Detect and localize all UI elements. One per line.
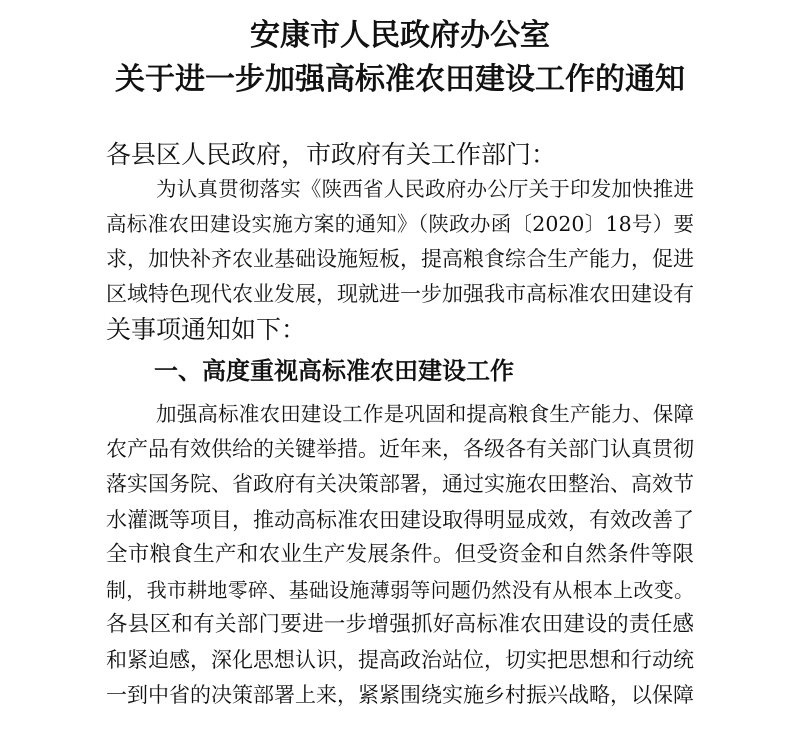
paragraph-2-line: 各县区和有关部门要进一步增强抓好高标准农田建设的责任感 (106, 612, 694, 637)
salutation: 各县区人民政府，市政府有关工作部门： (106, 140, 557, 169)
paragraph-2-line: 水灌溉等项目，推动高标准农田建设取得明显成效，有效改善了 (106, 508, 694, 532)
paragraph-2-line: 一到中省的决策部署上来，紧紧围绕实施乡村振兴战略，以保障 (106, 683, 694, 707)
paragraph-2-line: 和紧迫感，深化思想认识，提高政治站位，切实把思想和行动统 (106, 648, 694, 672)
paragraph-2-line: 全市粮食生产和农业生产发展条件。但受资金和自然条件等限 (106, 542, 694, 567)
paragraph-2-line: 制，我市耕地零碎、基础设施薄弱等问题仍然没有从根本上改变。 (106, 578, 694, 602)
paragraph-2-line: 农产品有效供给的关键举措。近年来，各级各有关部门认真贯彻 (106, 437, 694, 461)
paragraph-1-line: 高标准农田建设实施方案的通知》（陕政办函〔2020〕18号）要 (106, 212, 694, 236)
paragraph-1-line: 求，加快补齐农业基础设施短板，提高粮食综合生产能力，促进 (106, 247, 694, 271)
paragraph-1-line: 为认真贯彻落实《陕西省人民政府办公厅关于印发加快推进 (156, 177, 694, 201)
paragraph-2-line: 落实国务院、省政府有关决策部署，通过实施农田整治、高效节 (106, 472, 694, 496)
document-title-line-1: 安康市人民政府办公室 (250, 18, 550, 53)
paragraph-1-line: 关事项通知如下： (106, 315, 307, 344)
section-heading-1: 一、高度重视高标准农田建设工作 (154, 357, 514, 385)
paragraph-2-line: 加强高标准农田建设工作是巩固和提高粮食生产能力、保障 (156, 402, 694, 426)
document-title-line-2: 关于进一步加强高标准农田建设工作的通知 (115, 62, 685, 97)
paragraph-1-line: 区域特色现代农业发展，现就进一步加强我市高标准农田建设有 (106, 282, 694, 306)
